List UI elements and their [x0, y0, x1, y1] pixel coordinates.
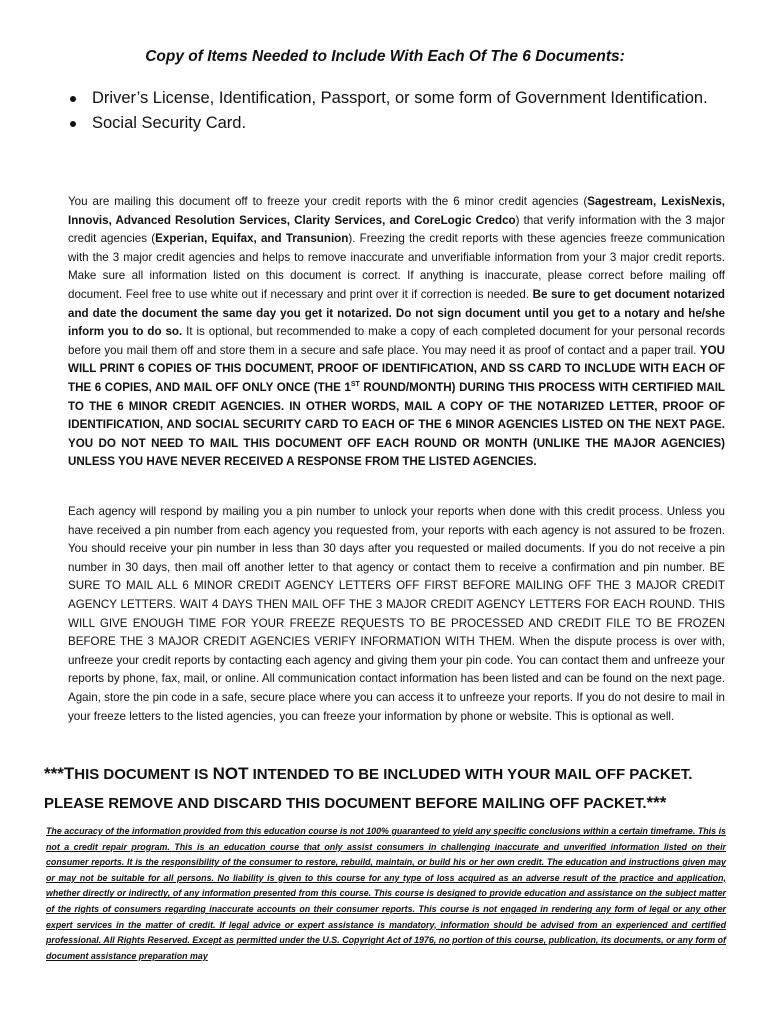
text-run: ***T [44, 764, 75, 783]
text-run: INTENDED TO BE INCLUDED WITH YOUR MAIL OFF PACKET. P [44, 766, 693, 812]
instructions-paragraph [68, 193, 725, 472]
not-emphasis: NOT [212, 764, 249, 783]
ordinal-suffix: ST [350, 381, 360, 389]
pin-number-paragraph: Each agency will respond by mailing you a pin number to unlock your reports when done with this credit process. Unless you have received a pin number from each agency you requested from, your reports with each agency is not assured to be frozen. You should receive your pin number in less than 30 days after you requested or mailed documents. If you do not receive a pin number in 30 days, then mail off another letter to that agency or contact them to receive a confirmation and pin number. BE SURE TO MAIL ALL 6 MINOR CREDIT AGENCY LETTERS OFF FIRST BEFORE MAILING OFF THE 3 MAJOR CREDIT AGENCY LETTERS. WAIT 4 DAYS THEN MAIL OFF THE 3 MAJOR CREDIT AGENCY LETTERS FOR EACH ROUND. THIS WILL GIVE ENOUGH TIME FOR YOUR FREEZE REQUESTS TO BE PROCESSED AND CREDIT FILE TO BE FROZEN BEFORE THE 3 MAJOR CREDIT AGENCIES VERIFY INFORMATION WITH THEM. When the dispute process is over with, unfreeze your credit reports by contacting each agency and giving them your pin code. You can contact them and unfreeze your reports by phone, fax, mail, or online. All communication contact information has been listed and can be found on the next page. Again, store the pin code in a safe, secure place where you can access it to unfreeze your reports. If you do not desire to mail in your freeze letters to the listed agencies, you can freeze your information by phone or website. This is optional as well. [68, 505, 725, 723]
text-run: YOU WILL PRINT 6 COPIES OF THIS DOCUMENT, PROOF OF IDENTIFICATION, AND SS CARD TO INCLUDE WITH EACH OF THE 6 COPIES, AND MAIL OFF ONLY ONCE (THE 1 [68, 343, 725, 394]
text-run: LEASE REMOVE AND DISCARD THIS DOCUMENT BEFORE MAILING OFF PACKET. [54, 795, 647, 812]
text-run: ROUND/MONTH) DURING THIS PROCESS WITH CERTIFIED MAIL TO THE 6 MINOR CREDIT AGENCIES. IN OTHER WORDS, MAIL A COPY OF THE NOTARIZED LETTER, PROOF OF IDENTIFICATION, AND SOCIAL SECURITY CARD TO EACH OF THE 6 MINOR AGENCIES LISTED ON THE NEXT PAGE. YOU DO NOT NEED TO MAIL THIS DOCUMENT OFF EACH ROUND OR MONTH (UNLIKE THE MAJOR AGENCIES) UNLESS YOU HAVE NEVER RECEIVED A RESPONSE FROM THE LISTED AGENCIES. [68, 380, 726, 469]
list-item: Social Security Card. [68, 111, 718, 136]
text-run: ). Freezing the credit reports with these agencies freeze communication with the 3 major credit agencies and helps to remove inaccurate and unverifiable information from your 3 major credit reports. Make sure all information listed on this document is correct. If anything is inaccurate, please correct before mailing off document. Feel free to use white out if necessary and print over it if correction is needed. [68, 232, 726, 301]
required-items-list [68, 86, 718, 136]
text-run: It is optional, but recommended to make a copy of each completed document for your personal records before you mail them off and store them in a secure and safe place. You may need it as proof of contact and a paper trail. [68, 325, 725, 357]
text-run: You are mailing this document off to freeze your credit reports with the 6 minor credit agencies ( [68, 195, 588, 208]
minor-agencies-list: Sagestream, LexisNexis, Innovis, Advanced Resolution Services, Clarity Services, and CoreLogic Credco [68, 195, 726, 227]
mailing-instruction [68, 344, 725, 469]
discard-notice [44, 760, 734, 818]
major-agencies-list: Experian, Equifax, and Transunion [155, 232, 349, 246]
notary-instruction: Be sure to get document notarized and date the document the same day you get it notarized. Do not sign document until you get to a notary and he/she inform you to do so. [68, 287, 725, 339]
list-item: Driver’s License, Identification, Passport, or some form of Government Identification. [68, 86, 718, 111]
text-run: HIS DOCUMENT IS [74, 766, 213, 783]
text-run: ) that verify information with the 3 major credit agencies ( [68, 213, 725, 246]
page-title: Copy of Items Needed to Include With Each Of The 6 Documents: [145, 48, 625, 65]
text-run: *** [646, 793, 667, 812]
legal-disclaimer: The accuracy of the information provided from this education course is not 100% guaranteed to yield any specific conclusions within a certain timeframe. This is not a credit repair program. This is an education course that only assist consumers in challenging inaccurate and unverified information listed on their consumer reports. It is the responsibility of the consumer to restore, rebuild, maintain, or build his or her own credit. The education and instructions given may or may not be suitable for all persons. No liability is given to this course for any type of loss acquired as an adverse result of the practice and application, whether directly or indirectly, of any information presented from this course. This course is designed to provide education and assistance on the subject matter of the rights of consumers regarding inaccurate accounts on their consumer reports. This course is not engaged in rendering any form of legal or any other expert services in the matter of credit. If legal advice or expert assistance is mandatory, information should be advised from an experienced and certified professional. All Rights Reserved. Except as permitted under the U.S. Copyright Act of 1976, no portion of this course, publication, its documents, or any form of document assistance preparation may [46, 826, 726, 961]
